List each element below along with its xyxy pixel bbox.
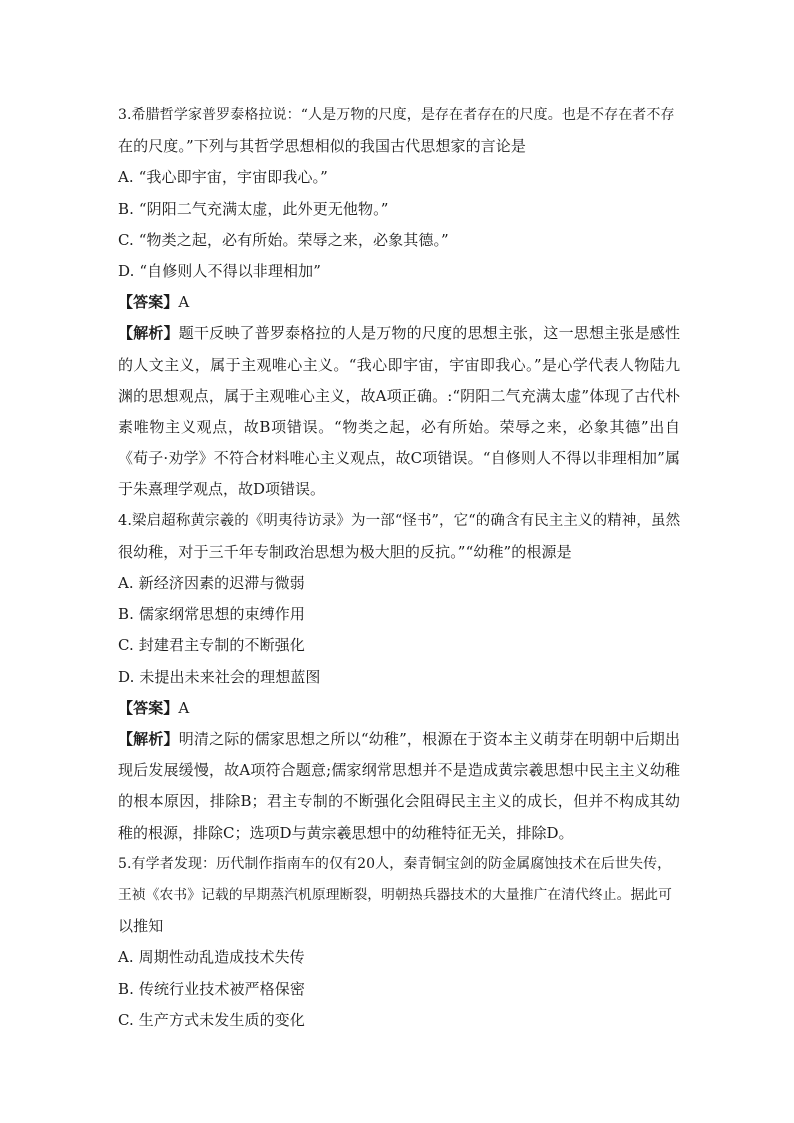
answer-tag: 【答案】 xyxy=(118,698,179,717)
question-stem-line: 5.有学者发现：历代制作指南车的仅有20人，秦青铜宝剑的防金属腐蚀技术在后世失传， xyxy=(118,855,672,872)
analysis-paragraph xyxy=(118,724,680,849)
document-page xyxy=(118,100,680,1036)
answer-value: A xyxy=(178,293,190,312)
question-stem-line: 以推知 xyxy=(118,917,164,936)
answer-value: A xyxy=(178,698,190,717)
option-d: D. 未提出未来社会的理想蓝图 xyxy=(118,667,321,686)
answer-line xyxy=(118,693,680,724)
answer-tag: 【答案】 xyxy=(118,293,179,312)
option-d: D. “自修则人不得以非理相加” xyxy=(118,262,321,281)
option-c: C. “物类之起，必有所始。荣辱之来，必象其德。” xyxy=(118,230,449,249)
option-c: C. 生产方式未发生质的变化 xyxy=(118,1010,305,1029)
option-b: B. 传统行业技术被严格保密 xyxy=(118,979,305,998)
option-b: B. 儒家纲常思想的束缚作用 xyxy=(118,605,305,624)
answer-line xyxy=(118,287,680,318)
question-5 xyxy=(118,849,680,1036)
question-stem-line: 在的尺度。”下列与其哲学思想相似的我国古代思想家的言论是 xyxy=(118,137,526,156)
option-a: A. 新经济因素的迟滞与微弱 xyxy=(118,574,305,593)
option-a: A. “我心即宇宙，宇宙即我心。” xyxy=(118,168,328,187)
analysis-tag: 【解析】 xyxy=(118,730,179,749)
analysis-text: 明清之际的儒家思想之所以“幼稚”，根源在于资本主义萌芽在明朝中后期出现后发展缓慢，故A项符合题意;儒家纲常思想并不是造成黄宗羲思想中民主主义幼稚的根本原因，排除B；君主专制的不断强化会阻碍民主主义的成长，但并不构成其幼稚的根源，排除C；选项D与黄宗羲思想中的幼稚特征无关，排除D。 xyxy=(118,730,680,842)
question-stem-line: 4.梁启超称黄宗羲的《明夷待访录》为一部“怪书”，它“的确含有民主主义的精神，虽然 xyxy=(118,512,681,529)
question-3 xyxy=(118,100,680,506)
question-stem-line: 王祯《农书》记载的早期蒸汽机原理断裂，明朝热兵器技术的大量推广在清代终止。据此可 xyxy=(118,887,673,904)
option-a: A. 周期性动乱造成技术失传 xyxy=(118,948,305,967)
option-b: B. “阴阳二气充满太虚，此外更无他物。” xyxy=(118,199,389,218)
question-stem-line: 3.希腊哲学家普罗泰格拉说：“人是万物的尺度，是存在者存在的尺度。也是不存在者不存 xyxy=(118,107,675,123)
analysis-paragraph xyxy=(118,318,680,505)
question-stem-line: 很幼稚，对于三千年专制政治思想为极大胆的反抗。”“幼稚”的根源是 xyxy=(118,542,572,561)
question-4 xyxy=(118,506,680,849)
option-c: C. 封建君主专制的不断强化 xyxy=(118,636,305,655)
analysis-tag: 【解析】 xyxy=(118,324,179,343)
analysis-text: 题干反映了普罗泰格拉的人是万物的尺度的思想主张，这一思想主张是感性的人文主义，属于主观唯心主义。“我心即宇宙，宇宙即我心。”是心学代表人物陆九渊的思想观点，属于主观唯心主义，故A项正确。:“阴阳二气充满太虚”体现了古代朴素唯物主义观点，故B项错误。“物类之起，必有所始。荣辱之来，必象其德”出自《荀子·劝学》不符合材料唯心主义观点，故C项错误。“自修则人不得以非理相加”属于朱熹理学观点，故D项错误。 xyxy=(118,324,680,499)
